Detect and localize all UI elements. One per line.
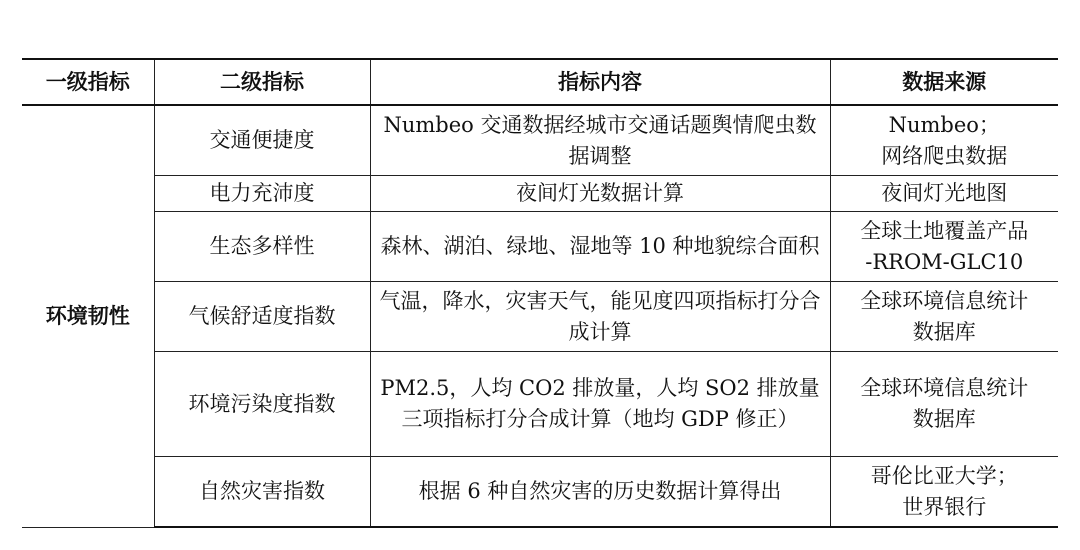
source-cell	[830, 176, 1058, 212]
source-line: 网络爬虫数据	[881, 143, 1008, 168]
source-cell	[830, 105, 1058, 176]
source-cell	[830, 282, 1058, 352]
table-header	[22, 59, 1058, 105]
source-cell	[830, 457, 1058, 528]
header-data-source: 数据来源	[830, 59, 1058, 105]
source-line: 全球土地覆盖产品	[860, 218, 1029, 243]
indicator-cell: 交通便捷度	[154, 105, 370, 176]
indicator-cell: 环境污染度指数	[154, 352, 370, 457]
header-level2-indicator: 二级指标	[154, 59, 370, 105]
source-line: Numbeo；	[888, 112, 1000, 137]
source-line: -RROM-GLC10	[865, 249, 1024, 274]
indicator-table-container	[22, 58, 1058, 528]
content-cell: 气温，降水，灾害天气，能见度四项指标打分合成计算	[370, 282, 830, 352]
table-body	[22, 105, 1058, 527]
header-row	[22, 59, 1058, 105]
content-cell: 森林、湖泊、绿地、湿地等 10 种地貌综合面积	[370, 212, 830, 282]
content-cell: Numbeo 交通数据经城市交通话题舆情爬虫数据调整	[370, 105, 830, 176]
source-cell	[830, 352, 1058, 457]
content-cell: 根据 6 种自然灾害的历史数据计算得出	[370, 457, 830, 528]
content-cell: 夜间灯光数据计算	[370, 176, 830, 212]
table-row	[22, 212, 1058, 282]
table-row	[22, 176, 1058, 212]
header-level1-indicator: 一级指标	[22, 59, 154, 105]
indicator-table	[22, 58, 1058, 528]
indicator-cell: 电力充沛度	[154, 176, 370, 212]
indicator-cell: 气候舒适度指数	[154, 282, 370, 352]
content-cell: PM2.5，人均 CO2 排放量，人均 SO2 排放量三项指标打分合成计算（地均 GDP 修正）	[370, 352, 830, 457]
source-line: 全球环境信息统计	[860, 288, 1029, 313]
source-line: 数据库	[912, 319, 976, 344]
indicator-cell: 自然灾害指数	[154, 457, 370, 528]
table-row	[22, 457, 1058, 528]
source-line: 全球环境信息统计	[860, 376, 1029, 400]
source-cell	[830, 212, 1058, 282]
source-line: 夜间灯光地图	[881, 181, 1008, 205]
header-indicator-content: 指标内容	[370, 59, 830, 105]
source-line: 数据库	[912, 407, 976, 431]
group-label-cell: 环境韧性	[22, 105, 154, 527]
table-row	[22, 105, 1058, 176]
table-row	[22, 352, 1058, 457]
source-line: 哥伦比亚大学；	[870, 463, 1018, 488]
table-row	[22, 282, 1058, 352]
indicator-cell: 生态多样性	[154, 212, 370, 282]
source-line: 世界银行	[902, 494, 987, 519]
